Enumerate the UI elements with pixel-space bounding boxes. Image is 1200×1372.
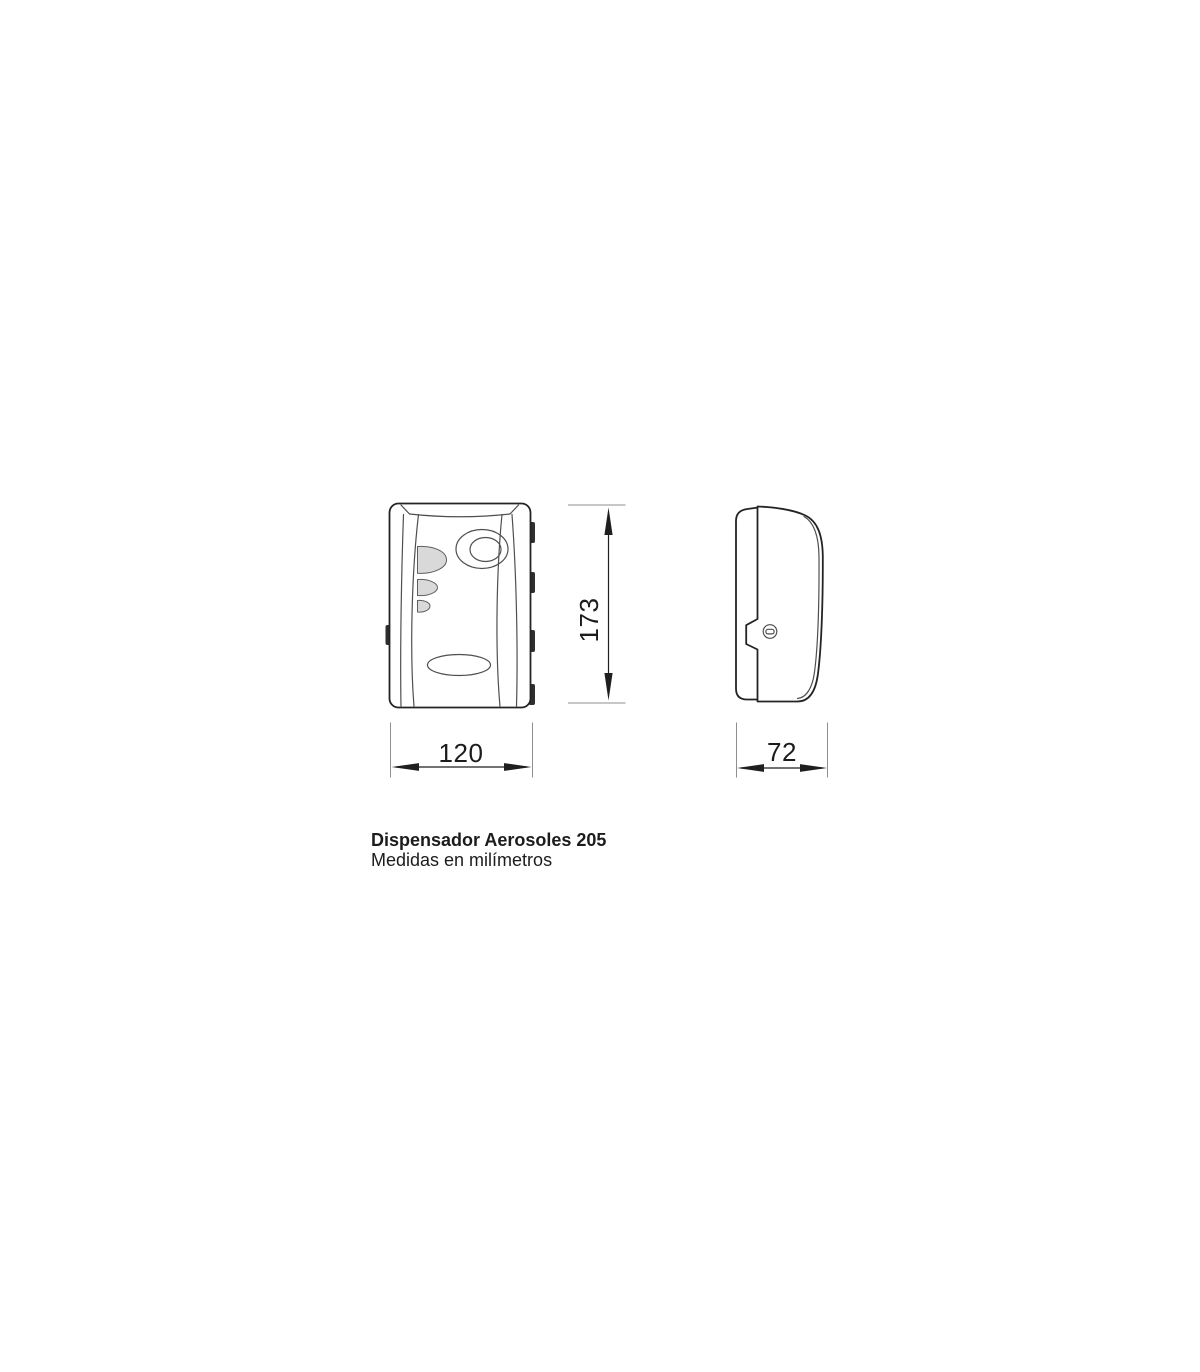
arrow-up-icon — [604, 508, 612, 536]
height-dimension-value: 173 — [574, 597, 604, 643]
caption-title: Dispensador Aerosoles 205 — [371, 830, 607, 850]
depth-dimension-value: 72 — [767, 737, 797, 767]
arrow-down-icon — [604, 673, 612, 701]
width-dimension-value: 120 — [438, 738, 484, 768]
front-view — [386, 504, 536, 708]
front-outline — [390, 504, 531, 708]
side-view — [736, 507, 823, 702]
side-back-plate — [736, 508, 758, 700]
caption — [371, 831, 606, 870]
caption-subtitle: Medidas en milímetros — [371, 850, 553, 870]
side-front-cover — [746, 507, 823, 702]
